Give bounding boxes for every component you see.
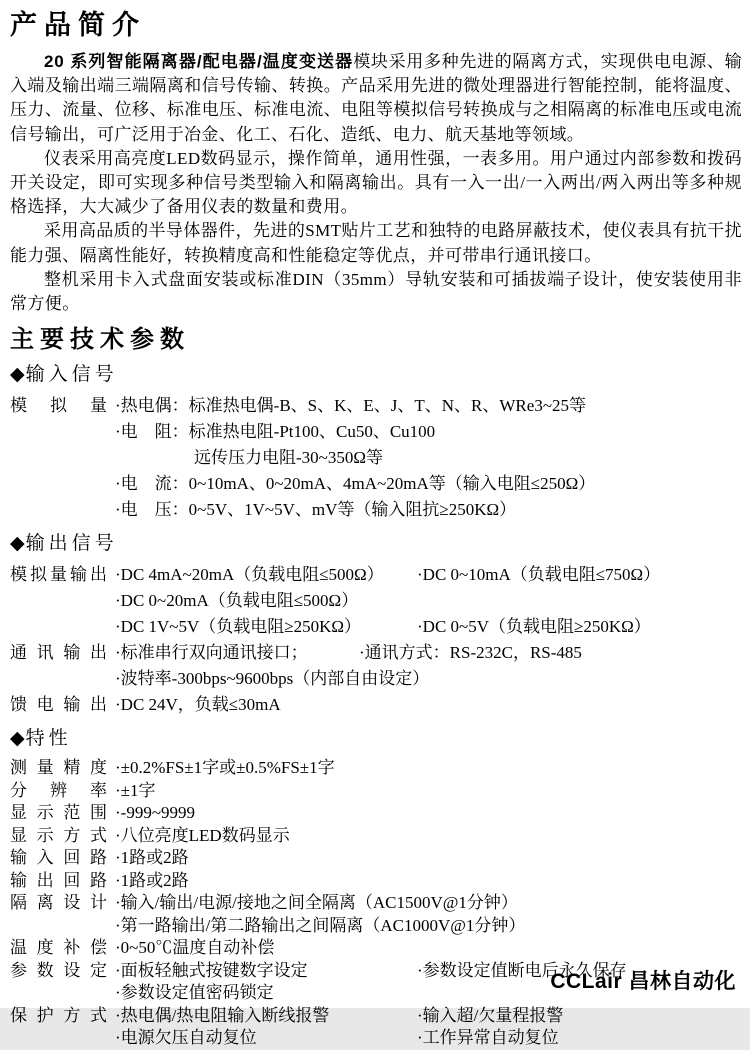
intro-paragraph-2-text: 仪表采用高亮度LED数码显示，操作简单，通用性强，一表多用。用户通过内部参数和拨码开关设定，即可实现多种信号类型输入和隔离输出。具有一入一出/一入两出/两入两出等多种规格选择，大大减少了备用仪表的数量和费用。 [10, 148, 742, 217]
spec-lines [115, 870, 742, 893]
spec-line [115, 802, 742, 825]
spec-value: ·DC 0~10mA（负载电阻≤750Ω） [417, 565, 661, 585]
spec-label: 显示范围 [10, 803, 107, 823]
spec-line [115, 471, 742, 497]
spec-row-comm-output [10, 640, 742, 692]
spec-row-input-loops [10, 847, 742, 870]
spec-label: 显示方式 [10, 825, 107, 845]
spec-value: ·DC 24V，负载≤30mA [115, 695, 281, 715]
params-title: 主要技术参数 [10, 326, 190, 354]
spec-line [115, 562, 742, 588]
spec-lines [115, 847, 742, 870]
spec-value: 远传压力电阻-30~350Ω等 [194, 448, 383, 468]
spec-label: 馈电输出 [10, 695, 107, 715]
section-heading-features-label: 特性 [25, 728, 72, 750]
spec-lines [115, 757, 742, 780]
spec-value: ·电源欠压自动复位 [115, 1028, 257, 1048]
spec-lines [115, 393, 742, 523]
page-title: 产品简介 [10, 10, 146, 40]
spec-value: ·0~50℃温度自动补偿 [115, 938, 275, 958]
spec-line [115, 847, 742, 870]
spec-lines [115, 1005, 742, 1050]
spec-value: ·1路或2路 [115, 870, 189, 890]
spec-line [115, 1027, 742, 1050]
features-section [10, 727, 742, 1050]
spec-lines [115, 780, 742, 803]
spec-label: 测量精度 [10, 758, 107, 778]
spec-lines [115, 892, 742, 937]
intro-paragraph-3-text: 采用高品质的半导体器件，先进的SMT贴片工艺和独特的电路屏蔽技术，使仪表具有抗干扰能力强、隔离性能好，转换精度高和性能稳定等优点，并可带串行通讯接口。 [10, 221, 742, 265]
spec-row-protection [10, 1005, 742, 1050]
spec-lines [115, 640, 742, 692]
spec-row-analog-input [10, 393, 742, 523]
spec-row-feed-output [10, 692, 742, 718]
spec-row-analog-output [10, 562, 742, 640]
spec-value: ·标准串行双向通讯接口； [115, 643, 308, 663]
spec-value: ·参数设定值断电后永久保存 [417, 960, 627, 980]
spec-line [115, 445, 742, 471]
section-heading-features [10, 727, 742, 750]
intro-paragraph-4-text: 整机采用卡入式盘面安装或标准DIN（35mm）导轨安装和可插拔端子设计，使安装使用非常方便。 [10, 269, 742, 314]
spec-value [417, 588, 742, 614]
spec-value: ·电 阻：标准热电阻-Pt100、Cu50、Cu100 [115, 422, 436, 442]
spec-value: ·1路或2路 [115, 848, 189, 868]
spec-line [115, 614, 742, 640]
section-heading-output [10, 532, 742, 555]
spec-row-temp-compensation [10, 937, 742, 960]
spec-line [115, 825, 742, 848]
spec-value: ·波特率-300bps~9600bps（内部自由设定） [115, 669, 430, 689]
spec-value: ·输入超/欠量程报警 [417, 1005, 564, 1025]
spec-value: ·热电偶：标准热电偶-B、S、K、E、J、T、N、R、WRe3~25等 [115, 396, 587, 416]
spec-value: ·DC 0~20mA（负载电阻≤500Ω） [115, 591, 359, 611]
section-heading-input-label: 输入信号 [25, 364, 118, 386]
spec-line [115, 393, 742, 419]
spec-label: 输入回路 [10, 848, 107, 868]
spec-value: ·DC 4mA~20mA（负载电阻≤500Ω） [115, 565, 384, 585]
spec-label: 参数设定 [10, 960, 107, 980]
spec-value: ·八位亮度LED数码显示 [115, 825, 290, 845]
spec-row-display-mode [10, 825, 742, 848]
section-heading-input [10, 363, 742, 386]
spec-value: ·-999~9999 [115, 803, 196, 823]
spec-line [115, 692, 742, 718]
spec-label: 模拟量 [10, 396, 107, 416]
spec-label: 温度补偿 [10, 938, 107, 958]
spec-label: 输出回路 [10, 870, 107, 890]
spec-value: ·DC 0~5V（负载电阻≥250KΩ） [417, 617, 651, 637]
spec-row-display-range [10, 802, 742, 825]
spec-value: ·通讯方式：RS-232C，RS-485 [359, 643, 582, 663]
spec-line [115, 937, 742, 960]
spec-line [115, 666, 742, 692]
intro-paragraph-3 [10, 219, 742, 267]
spec-value: ·DC 1V~5V（负载电阻≥250KΩ） [115, 617, 362, 637]
spec-row-accuracy [10, 757, 742, 780]
spec-lines [115, 692, 742, 718]
spec-line [115, 780, 742, 803]
intro-paragraph-1 [10, 50, 742, 147]
intro-paragraph-2 [10, 147, 742, 220]
spec-line [115, 892, 742, 915]
section-heading-output-label: 输出信号 [25, 533, 118, 555]
spec-value: ·电 流：0~10mA、0~20mA、4mA~20mA等（输入电阻≤250Ω） [115, 474, 596, 494]
spec-line [115, 870, 742, 893]
diamond-icon: ◆ [10, 533, 26, 555]
spec-line [115, 588, 742, 614]
spec-line [115, 640, 742, 666]
intro-paragraph-1-text: 模块采用多种先进的隔离方式，实现供电电源、输入端及输出端三端隔离和信号传输、转换。产品采用先进的微处理器进行智能控制，能将温度、压力、流量、位移、标准电压、标准电流、电阻等模拟信号转换成与之相隔离的标准电压或电流信号输出，可广泛用于冶金、化工、石化、造纸、电力、航天基地等领域。 [10, 52, 742, 144]
spec-line [115, 1005, 742, 1028]
spec-lines [115, 937, 742, 960]
diamond-icon: ◆ [10, 728, 26, 750]
spec-line [115, 497, 742, 523]
spec-lines [115, 802, 742, 825]
spec-row-isolation [10, 892, 742, 937]
spec-value: ·工作异常自动复位 [417, 1028, 559, 1048]
spec-value: ·±0.2%FS±1字或±0.5%FS±1字 [115, 758, 335, 778]
spec-label: 通讯输出 [10, 643, 107, 663]
spec-value: ·第一路输出/第二路输出之间隔离（AC1000V@1分钟） [115, 915, 526, 935]
spec-row-output-loops [10, 870, 742, 893]
spec-value: ·电 压：0~5V、1V~5V、mV等（输入阻抗≥250KΩ） [115, 500, 517, 520]
spec-line [115, 419, 742, 445]
spec-label: 分辨率 [10, 780, 107, 800]
spec-value: ·输入/输出/电源/接地之间全隔离（AC1500V@1分钟） [115, 893, 518, 913]
spec-label: 保护方式 [10, 1005, 107, 1025]
spec-line [115, 757, 742, 780]
spec-value: ·±1字 [115, 780, 156, 800]
spec-value: ·面板轻触式按键数字设定 [115, 960, 308, 980]
company-logo: CCLair 昌林自动化 [550, 970, 736, 993]
spec-lines [115, 825, 742, 848]
spec-line [115, 915, 742, 938]
intro-paragraph-4 [10, 268, 742, 316]
spec-label: 隔离设计 [10, 893, 107, 913]
spec-row-resolution [10, 780, 742, 803]
spec-label: 模拟量输出 [10, 565, 107, 585]
spec-value: ·热电偶/热电阻输入断线报警 [115, 1005, 330, 1025]
spec-lines [115, 562, 742, 640]
product-series-lead: 20 系列智能隔离器/配电器/温度变送器 [44, 52, 354, 71]
spec-value: ·参数设定值密码锁定 [115, 983, 274, 1003]
diamond-icon: ◆ [10, 364, 26, 386]
